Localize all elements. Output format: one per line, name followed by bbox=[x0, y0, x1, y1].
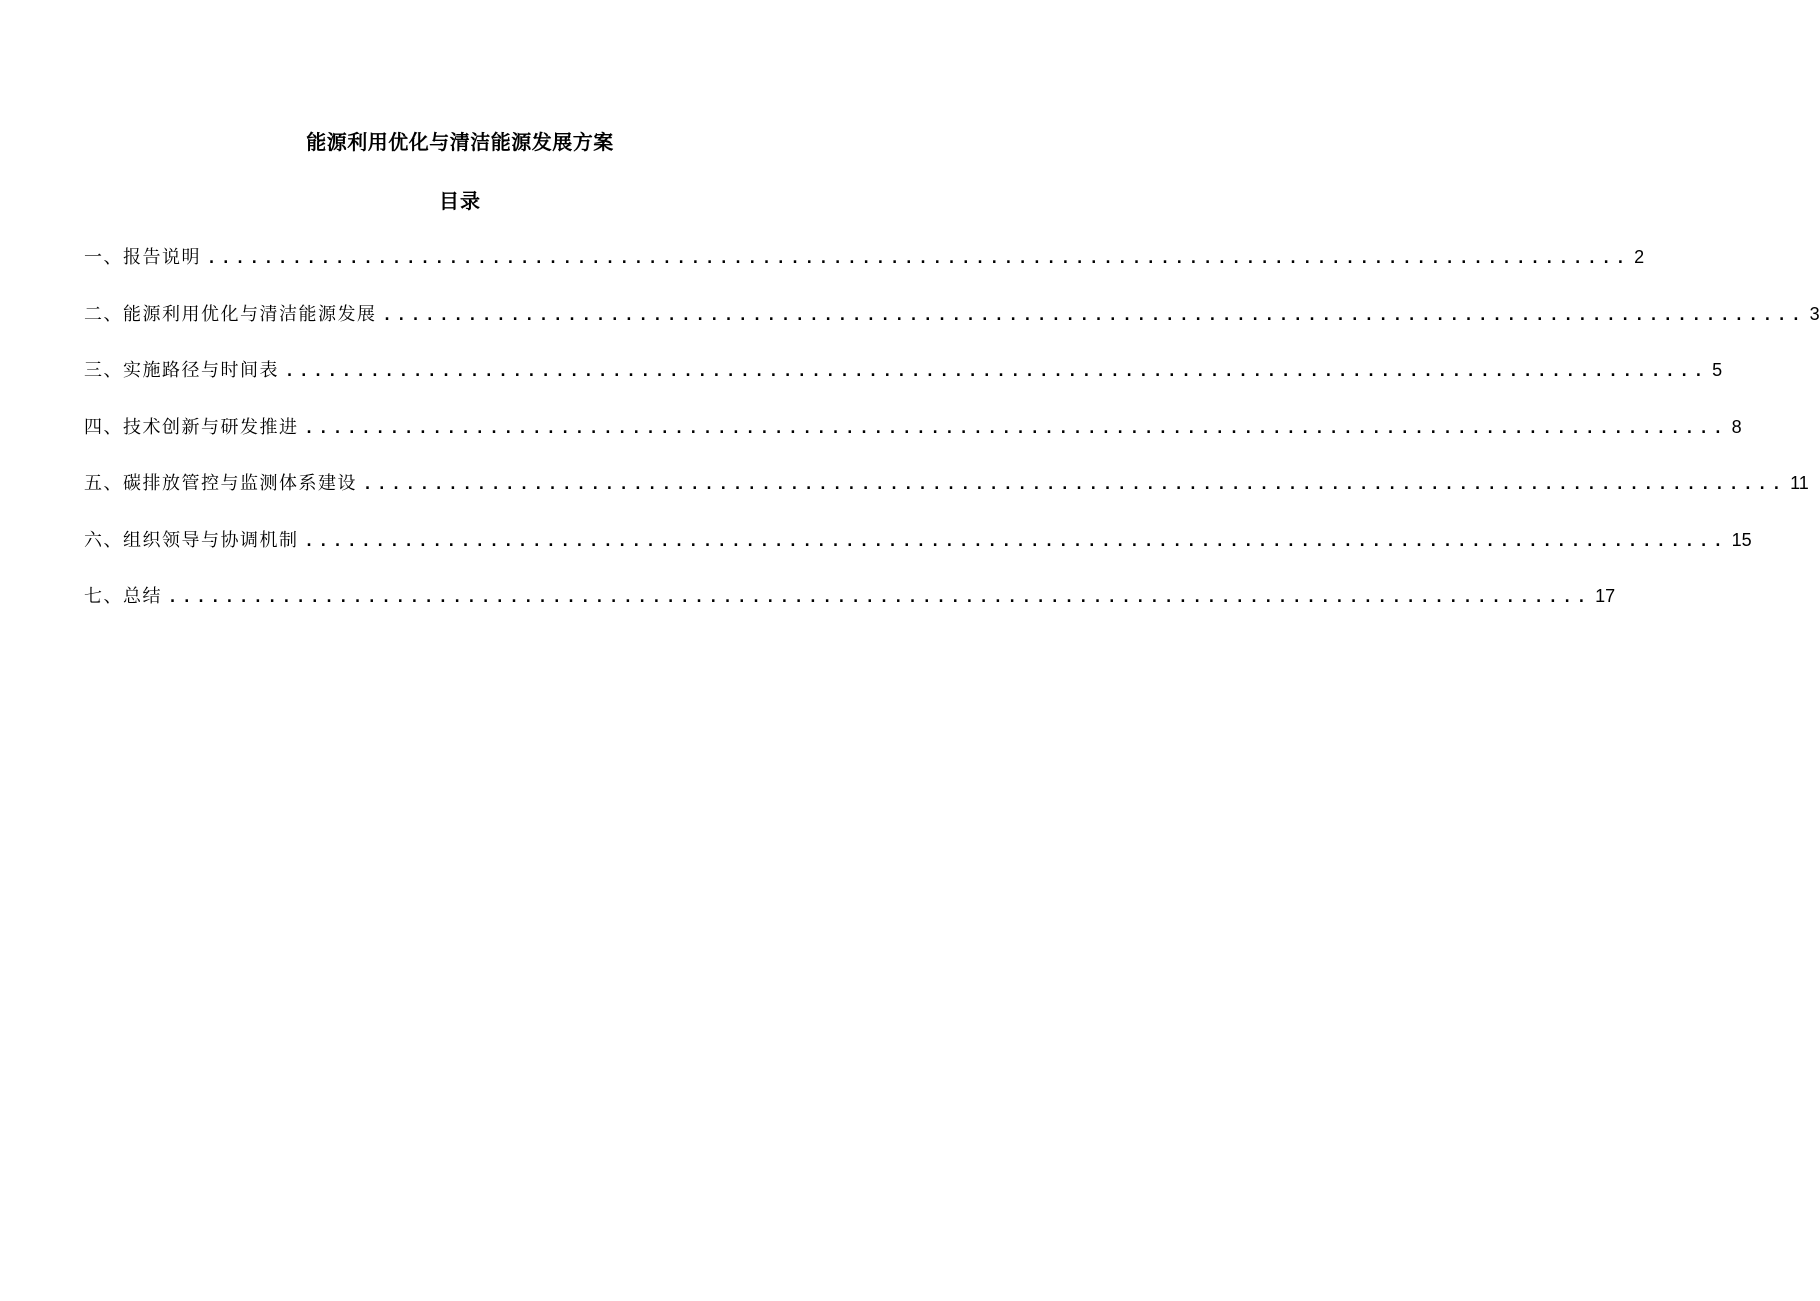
toc-entry[interactable] bbox=[84, 356, 1723, 413]
toc-dot-leader: .................................................................................................... bbox=[304, 418, 1728, 437]
toc-entry[interactable] bbox=[84, 300, 1820, 357]
toc-entry-page-number: 8 bbox=[1731, 416, 1742, 437]
toc-entry-page-number: 11 bbox=[1790, 473, 1809, 493]
toc-entry-page-number: 5 bbox=[1712, 360, 1723, 380]
toc-entry-page-number: 15 bbox=[1731, 529, 1752, 550]
toc-dot-leader: .................................................................................................... bbox=[304, 531, 1728, 550]
toc-entry[interactable] bbox=[84, 582, 1616, 639]
table-of-contents bbox=[84, 243, 1820, 639]
toc-entry[interactable] bbox=[84, 413, 1742, 470]
toc-entry-label: 三、实施路径与时间表 bbox=[84, 360, 279, 381]
toc-entry-label: 二、能源利用优化与清洁能源发展 bbox=[84, 303, 377, 325]
toc-entry-page-number: 3 bbox=[1809, 303, 1820, 324]
toc-entry-label: 六、组织领导与协调机制 bbox=[84, 529, 299, 551]
toc-entry-label: 五、碳排放管控与监测体系建设 bbox=[84, 473, 357, 494]
toc-dot-leader: .................................................................................................... bbox=[363, 475, 1787, 493]
toc-entry[interactable] bbox=[84, 243, 1645, 300]
toc-dot-leader: .................................................................................................... bbox=[207, 249, 1631, 267]
toc-entry[interactable] bbox=[84, 469, 1809, 526]
toc-dot-leader: .................................................................................................... bbox=[382, 305, 1806, 324]
toc-entry-label: 七、总结 bbox=[84, 586, 162, 607]
toc-entry-page-number: 2 bbox=[1634, 247, 1645, 267]
toc-entry-label: 四、技术创新与研发推进 bbox=[84, 416, 299, 438]
toc-entry-page-number: 17 bbox=[1595, 586, 1616, 606]
toc-entry[interactable] bbox=[84, 526, 1752, 583]
document-title: 能源利用优化与清洁能源发展方案 bbox=[306, 130, 614, 154]
toc-dot-leader: .................................................................................................... bbox=[168, 588, 1592, 606]
toc-heading: 目录 bbox=[439, 189, 481, 213]
toc-dot-leader: .................................................................................................... bbox=[285, 362, 1709, 380]
toc-entry-label: 一、报告说明 bbox=[84, 247, 201, 268]
